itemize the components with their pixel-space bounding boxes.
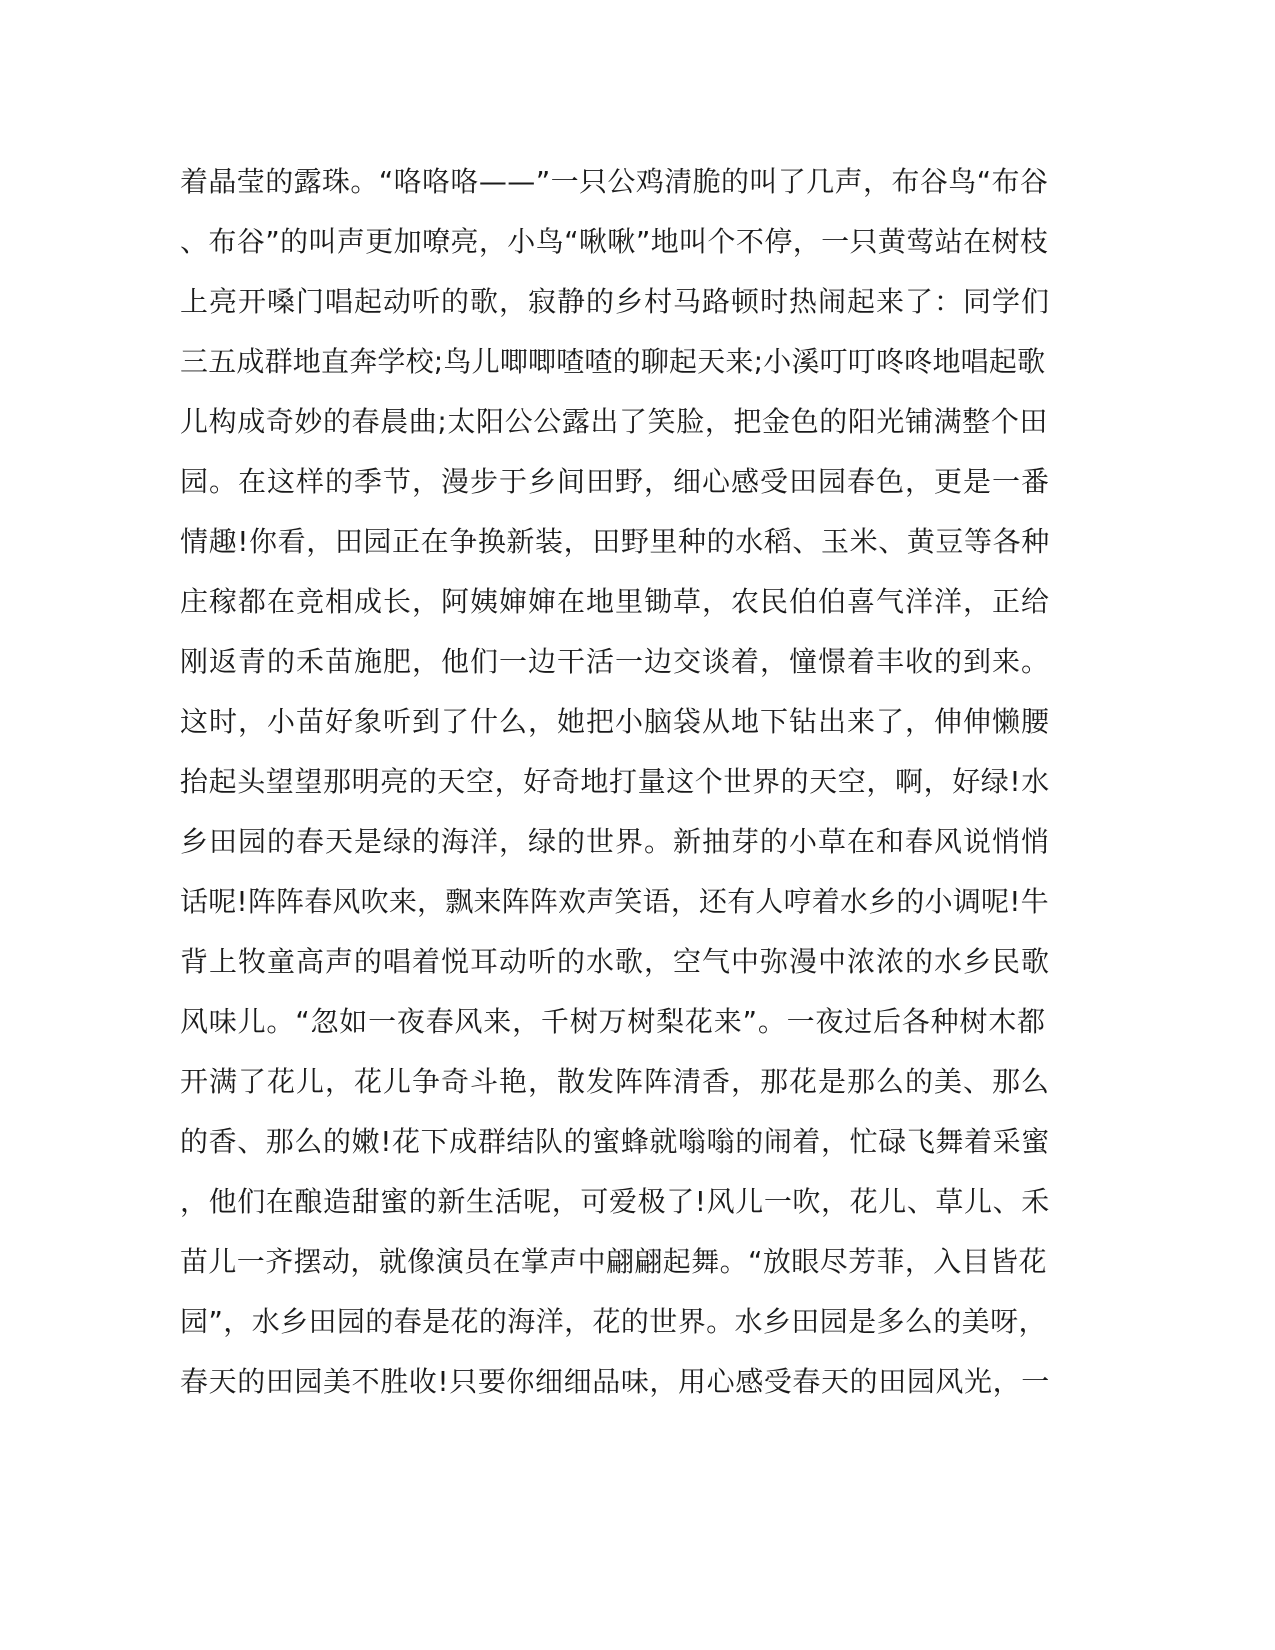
text-line: 抬起头望望那明亮的天空，好奇地打量这个世界的天空，啊，好绿!水 [180,765,1050,798]
text-line: 情趣!你看，田园正在争换新装，田野里种的水稻、玉米、黄豆等各种 [180,525,1050,558]
text-line: 开满了花儿，花儿争奇斗艳，散发阵阵清香，那花是那么的美、那么 [180,1065,1051,1098]
text-line: 三五成群地直奔学校;鸟儿唧唧喳喳的聊起天来;小溪叮叮咚咚地唱起歌 [180,345,1046,378]
text-line: 乡田园的春天是绿的海洋，绿的世界。新抽芽的小草在和春风说悄悄 [180,825,1051,858]
text-line: 上亮开嗓门唱起动听的歌，寂静的乡村马路顿时热闹起来了：同学们 [180,285,1051,318]
text-line: 话呢!阵阵春风吹来，飘来阵阵欢声笑语，还有人哼着水乡的小调呢!牛 [180,885,1049,918]
text-line: 儿构成奇妙的春晨曲;太阳公公露出了笑脸，把金色的阳光铺满整个田 [180,405,1049,438]
text-line: 刚返青的禾苗施肥，他们一边干活一边交谈着，憧憬着丰收的到来。 [180,645,1051,678]
text-line: 这时，小苗好象听到了什么，她把小脑袋从地下钻出来了，伸伸懒腰 [180,705,1051,738]
text-line: 着晶莹的露珠。“咯咯咯——”一只公鸡清脆的叫了几声，布谷鸟“布谷 [180,165,1049,198]
body-text [180,152,1050,1412]
text-line: 庄稼都在竞相成长，阿姨婶婶在地里锄草，农民伯伯喜气洋洋，正给 [180,585,1051,618]
text-line: 园。在这样的季节，漫步于乡间田野，细心感受田园春色，更是一番 [180,465,1051,498]
text-line: ，他们在酿造甜蜜的新生活呢，可爱极了!风儿一吹，花儿、草儿、禾 [180,1185,1050,1218]
text-line: 苗儿一齐摆动，就像演员在掌声中翩翩起舞。“放眼尽芳菲，入目皆花 [180,1245,1047,1278]
text-line: 风味儿。“忽如一夜春风来，千树万树梨花来”。一夜过后各种树木都 [180,1005,1046,1038]
text-line: 春天的田园美不胜收!只要你细细品味，用心感受春天的田园风光，一 [180,1365,1050,1398]
text-line: 园”，水乡田园的春是花的海洋，花的世界。水乡田园是多么的美呀， [180,1305,1047,1338]
text-line: 背上牧童高声的唱着悦耳动听的水歌，空气中弥漫中浓浓的水乡民歌 [180,945,1051,978]
text-line: 的香、那么的嫩!花下成群结队的蜜蜂就嗡嗡的闹着，忙碌飞舞着采蜜 [180,1125,1050,1158]
text-line: 、布谷”的叫声更加嘹亮，小鸟“啾啾”地叫个不停，一只黄莺站在树枝 [180,225,1049,258]
